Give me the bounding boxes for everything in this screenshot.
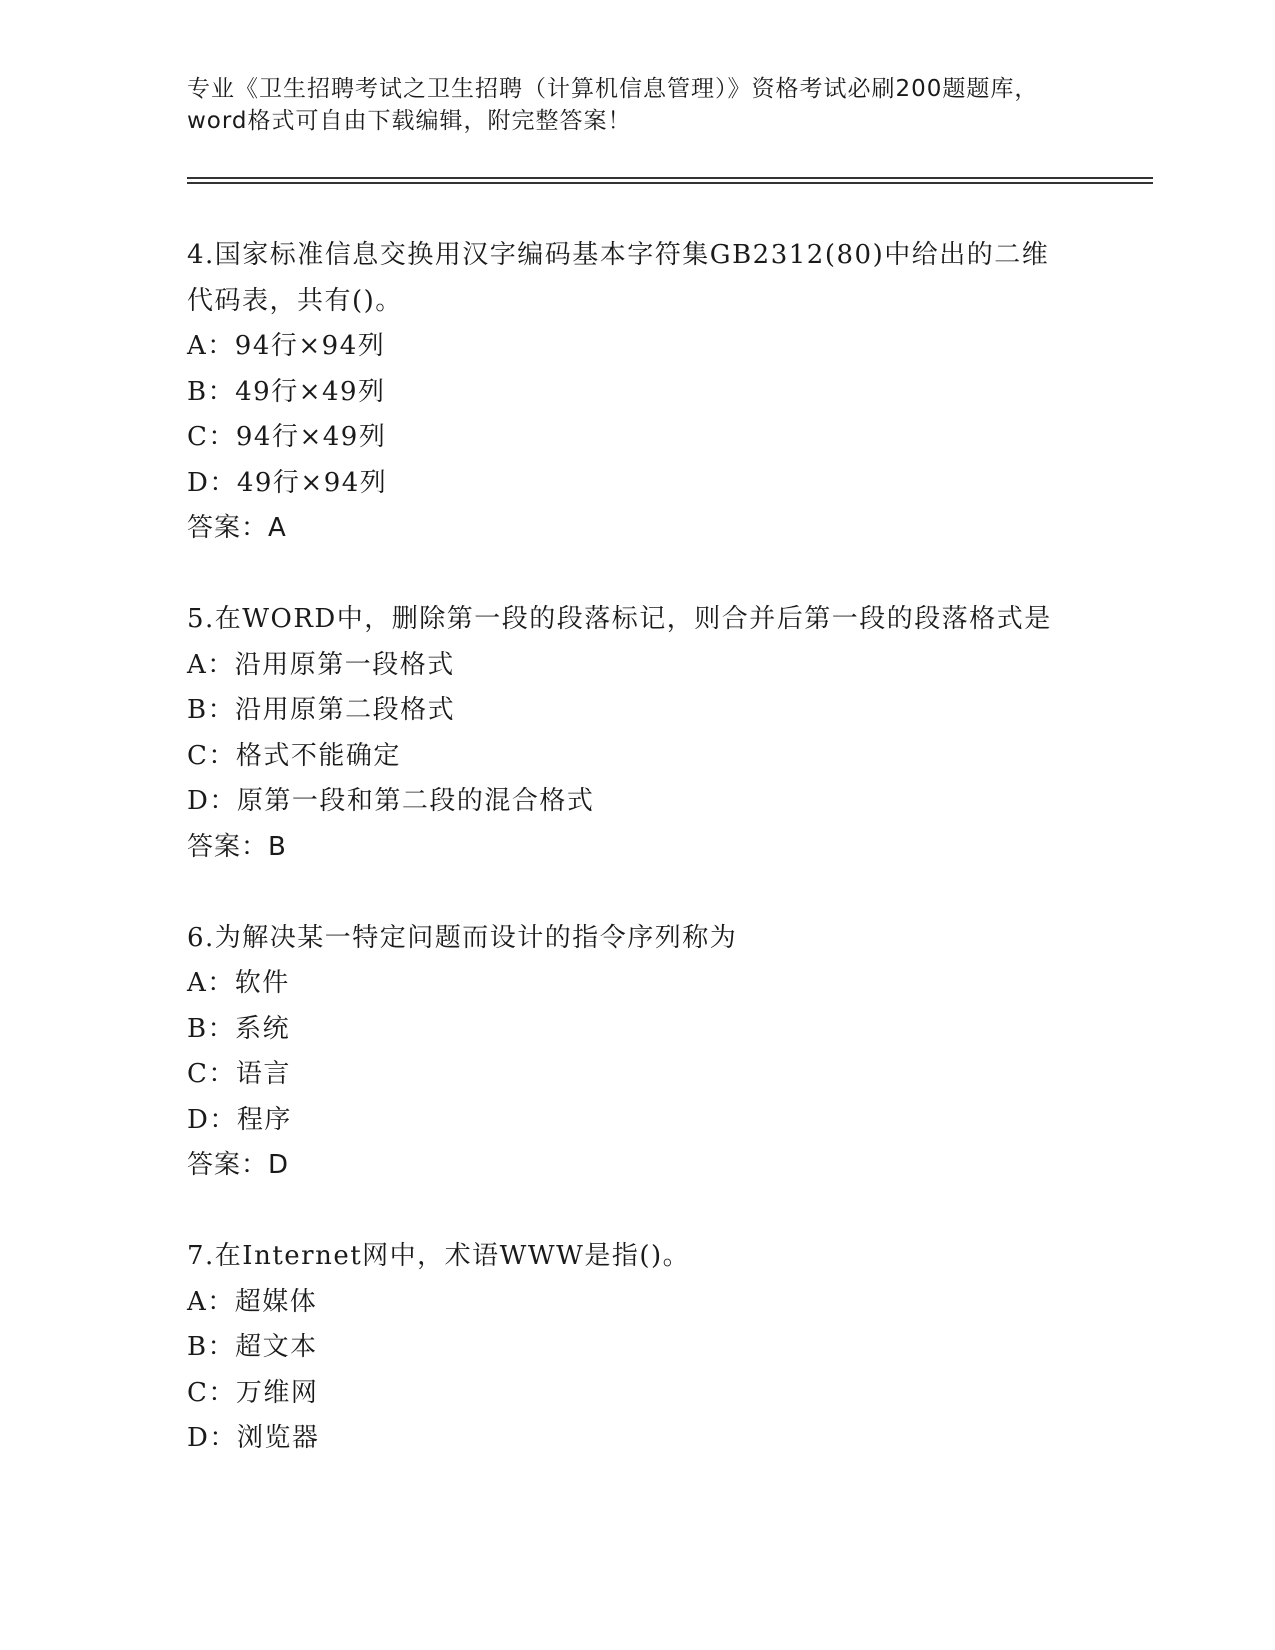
question-5-option-c: C：格式不能确定 [187, 740, 401, 771]
question-6 [187, 916, 1117, 1189]
question-spacer [187, 1189, 1117, 1235]
question-4-stem-line-2: 代码表，共有()。 [187, 285, 403, 316]
question-5-option-d: D：原第一段和第二段的混合格式 [187, 786, 595, 816]
question-5-option-a: A：沿用原第一段格式 [187, 649, 455, 680]
question-5-stem-line-1: 5.在WORD中，删除第一段的段落标记，则合并后第一段的段落格式是 [187, 604, 1052, 634]
question-4-option-a: A：94行×94列 [187, 331, 386, 361]
question-4-stem-line-1: 4.国家标准信息交换用汉字编码基本字符集GB2312(80)中给出的二维 [187, 240, 1050, 270]
document-header [187, 73, 1087, 137]
question-6-option-a: A：软件 [187, 968, 290, 998]
question-6-option-b: B：系统 [187, 1013, 291, 1044]
header-divider-top [187, 177, 1153, 179]
question-6-stem-line-1: 6.为解决某一特定问题而设计的指令序列称为 [187, 922, 738, 953]
question-4-answer: 答案：A [187, 513, 287, 543]
question-4 [187, 233, 1117, 552]
question-4-option-d: D：49行×94列 [187, 467, 388, 498]
question-6-answer: 答案：D [187, 1150, 290, 1180]
question-7-option-c: C：万维网 [187, 1377, 319, 1408]
question-list [187, 233, 1117, 1462]
question-7-option-d: D：浏览器 [187, 1423, 320, 1453]
question-7 [187, 1234, 1117, 1462]
question-7-option-b: B：超文本 [187, 1332, 318, 1362]
header-divider-bottom [187, 182, 1153, 184]
header-line-1: 专业《卫生招聘考试之卫生招聘（计算机信息管理）》资格考试必刷200题题库， [187, 76, 1039, 102]
question-5-answer: 答案：B [187, 831, 287, 862]
question-5-option-b: B：沿用原第二段格式 [187, 695, 456, 725]
question-7-stem-line-1: 7.在Internet网中，术语WWW是指()。 [187, 1241, 691, 1271]
question-6-option-d: D：程序 [187, 1104, 292, 1135]
question-spacer [187, 870, 1117, 916]
question-spacer [187, 552, 1117, 598]
question-6-option-c: C：语言 [187, 1059, 291, 1089]
question-4-option-b: B：49行×49列 [187, 376, 386, 407]
question-5 [187, 597, 1117, 870]
question-7-option-a: A：超媒体 [187, 1286, 318, 1317]
question-4-option-c: C：94行×49列 [187, 422, 387, 452]
header-line-2: word格式可自由下载编辑，附完整答案！ [187, 108, 632, 134]
